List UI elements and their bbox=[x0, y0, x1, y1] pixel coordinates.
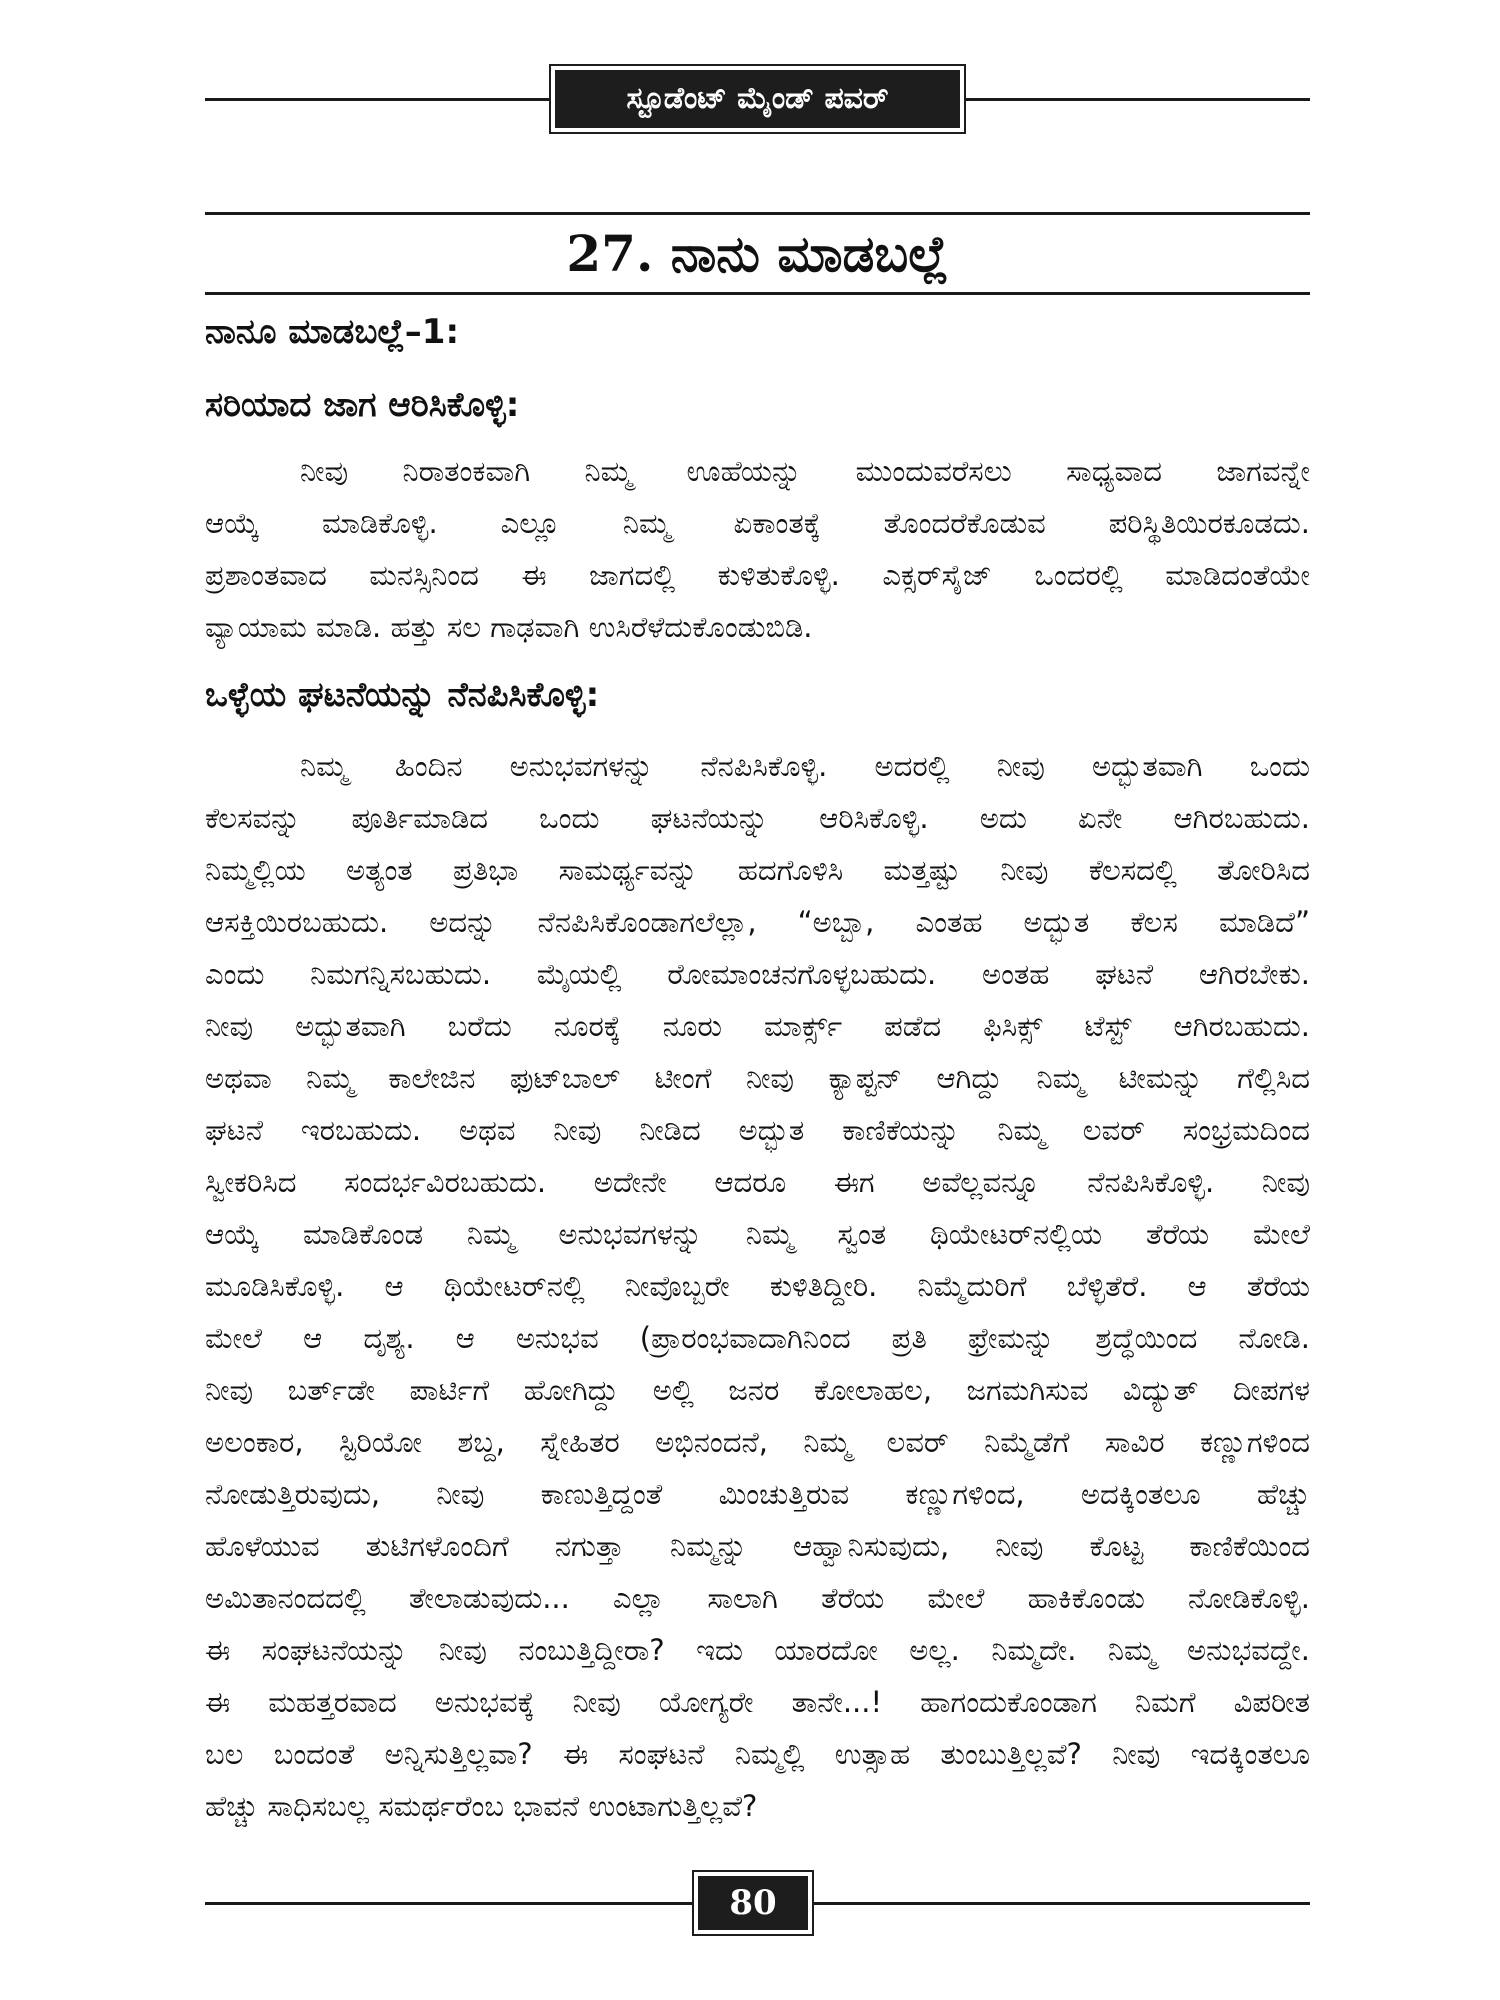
section-heading-good-event: ಒಳ್ಳೆಯ ಘಟನೆಯನ್ನು ನೆನಪಿಸಿಕೊಳ್ಳಿ: bbox=[205, 675, 600, 715]
paragraph-line: ವ್ಯಾಯಾಮ ಮಾಡಿ. ಹತ್ತು ಸಲ ಗಾಢವಾಗಿ ಉಸಿರೆಳೆದುಕೊಂಡುಬಿಡಿ. bbox=[205, 610, 813, 644]
paragraph-2 bbox=[205, 740, 1310, 1832]
section-main-heading: ನಾನೂ ಮಾಡಬಲ್ಲೆ–1: bbox=[205, 312, 460, 352]
paragraph-line: ಬಲ ಬಂದಂತೆ ಅನ್ನಿಸುತ್ತಿಲ್ಲವಾ? ಈ ಸಂಘಟನೆ ನಿಮ್ಮಲ್ಲಿ ಉತ್ಸಾಹ ತುಂಬುತ್ತಿಲ್ಲವೆ? ನೀವು ಇದಕ್ಕಿಂತಲೂ bbox=[205, 1737, 1310, 1771]
paragraph-line: ಮೇಲೆ ಆ ದೃಶ್ಯ. ಆ ಅನುಭವ (ಪ್ರಾರಂಭವಾದಾಗಿನಿಂದ ಪ್ರತಿ ಫ್ರೇಮನ್ನು ಶ್ರದ್ಧೆಯಿಂದ ನೋಡಿ. bbox=[205, 1321, 1310, 1355]
chapter-title bbox=[205, 222, 1310, 286]
paragraph-line: ಆಯ್ಕೆ ಮಾಡಿಕೊಂಡ ನಿಮ್ಮ ಅನುಭವಗಳನ್ನು ನಿಮ್ಮ ಸ್ವಂತ ಥಿಯೇಟರ್‌ನಲ್ಲಿಯ ತೆರೆಯ ಮೇಲೆ bbox=[205, 1217, 1310, 1251]
paragraph-line: ಈ ಮಹತ್ತರವಾದ ಅನುಭವಕ್ಕೆ ನೀವು ಯೋಗ್ಯರೇ ತಾನೇ...! ಹಾಗಂದುಕೊಂಡಾಗ ನಿಮಗೆ ವಿಪರೀತ bbox=[205, 1685, 1310, 1719]
paragraph-line: ಅಲಂಕಾರ, ಸ್ಟಿರಿಯೋ ಶಬ್ದ, ಸ್ನೇಹಿತರ ಅಭಿನಂದನೆ, ನಿಮ್ಮ ಲವರ್ ನಿಮ್ಮೆಡೆಗೆ ಸಾವಿರ ಕಣ್ಣುಗಳಿಂದ bbox=[205, 1425, 1310, 1459]
section-heading-choose-place: ಸರಿಯಾದ ಜಾಗ ಆರಿಸಿಕೊಳ್ಳಿ: bbox=[205, 385, 520, 425]
paragraph-line: ಮೂಡಿಸಿಕೊಳ್ಳಿ. ಆ ಥಿಯೇಟರ್‌ನಲ್ಲಿ ನೀವೊಬ್ಬರೇ ಕುಳಿತಿದ್ದೀರಿ. ನಿಮ್ಮೆದುರಿಗೆ ಬೆಳ್ಳಿತೆರೆ. ಆ ತೆರೆಯ bbox=[205, 1269, 1310, 1303]
paragraph-line: ಘಟನೆ ಇರಬಹುದು. ಅಥವ ನೀವು ನೀಡಿದ ಅದ್ಭುತ ಕಾಣಿಕೆಯನ್ನು ನಿಮ್ಮ ಲವರ್ ಸಂಭ್ರಮದಿಂದ bbox=[205, 1113, 1310, 1147]
paragraph-line: ಕೆಲಸವನ್ನು ಪೂರ್ತಿಮಾಡಿದ ಒಂದು ಘಟನೆಯನ್ನು ಆರಿಸಿಕೊಳ್ಳಿ. ಅದು ಏನೇ ಆಗಿರಬಹುದು. bbox=[205, 801, 1310, 835]
paragraph-line: ನೀವು ಬರ್ತ್‌ಡೇ ಪಾರ್ಟಿಗೆ ಹೋಗಿದ್ದು ಅಲ್ಲಿ ಜನರ ಕೋಲಾಹಲ, ಜಗಮಗಿಸುವ ವಿದ್ಯುತ್ ದೀಪಗಳ bbox=[205, 1373, 1310, 1407]
paragraph-1 bbox=[205, 445, 1310, 653]
paragraph-line: ನೀವು ಅದ್ಭುತವಾಗಿ ಬರೆದು ನೂರಕ್ಕೆ ನೂರು ಮಾರ್ಕ್ಸ್ ಪಡೆದ ಫಿಸಿಕ್ಸ್ ಟೆಸ್ಟ್ ಆಗಿರಬಹುದು. bbox=[205, 1009, 1310, 1043]
chapter-title-text: ನಾನು ಮಾಡಬಲ್ಲೆ bbox=[670, 225, 949, 283]
paragraph-line: ಆಯ್ಕೆ ಮಾಡಿಕೊಳ್ಳಿ. ಎಲ್ಲೂ ನಿಮ್ಮ ಏಕಾಂತಕ್ಕೆ ತೊಂದರೆಕೊಡುವ ಪರಿಸ್ಥಿತಿಯಿರಕೂಡದು. bbox=[205, 506, 1310, 540]
paragraph-line: ಆಸಕ್ತಿಯಿರಬಹುದು. ಅದನ್ನು ನೆನಪಿಸಿಕೊಂಡಾಗಲೆಲ್ಲಾ, “ಅಬ್ಬಾ, ಎಂತಹ ಅದ್ಭುತ ಕೆಲಸ ಮಾಡಿದೆ” bbox=[205, 905, 1310, 939]
chapter-number: 27. bbox=[566, 224, 654, 283]
paragraph-line: ಹೊಳೆಯುವ ತುಟಿಗಳೊಂದಿಗೆ ನಗುತ್ತಾ ನಿಮ್ಮನ್ನು ಆಹ್ವಾನಿಸುವುದು, ನೀವು ಕೊಟ್ಟ ಕಾಣಿಕೆಯಿಂದ bbox=[205, 1529, 1310, 1563]
page-number: 80 bbox=[698, 1876, 808, 1930]
paragraph-line: ನಿಮ್ಮಲ್ಲಿಯ ಅತ್ಯಂತ ಪ್ರತಿಭಾ ಸಾಮರ್ಥ್ಯವನ್ನು ಹದಗೊಳಿಸಿ ಮತ್ತಷ್ಟು ನೀವು ಕೆಲಸದಲ್ಲಿ ತೋರಿಸಿದ bbox=[205, 853, 1310, 887]
paragraph-line: ಅಥವಾ ನಿಮ್ಮ ಕಾಲೇಜಿನ ಫುಟ್‌ಬಾಲ್ ಟೀಂಗೆ ನೀವು ಕ್ಯಾಪ್ಟನ್ ಆಗಿದ್ದು ನಿಮ್ಮ ಟೀಮನ್ನು ಗೆಲ್ಲಿಸಿದ bbox=[205, 1061, 1310, 1095]
paragraph-line: ಹೆಚ್ಚು ಸಾಧಿಸಬಲ್ಲ ಸಮರ್ಥರೆಂಬ ಭಾವನೆ ಉಂಟಾಗುತ್ತಿಲ್ಲವೆ? bbox=[205, 1789, 758, 1823]
paragraph-line: ಎಂದು ನಿಮಗನ್ನಿಸಬಹುದು. ಮೈಯಲ್ಲಿ ರೋಮಾಂಚನಗೊಳ್ಳಬಹುದು. ಅಂತಹ ಘಟನೆ ಆಗಿರಬೇಕು. bbox=[205, 957, 1310, 991]
paragraph-line: ಸ್ವೀಕರಿಸಿದ ಸಂದರ್ಭವಿರಬಹುದು. ಅದೇನೇ ಆದರೂ ಈಗ ಅವೆಲ್ಲವನ್ನೂ ನೆನಪಿಸಿಕೊಳ್ಳಿ. ನೀವು bbox=[205, 1165, 1310, 1199]
paragraph-line: ನೀವು ನಿರಾತಂಕವಾಗಿ ನಿಮ್ಮ ಊಹೆಯನ್ನು ಮುಂದುವರೆಸಲು ಸಾಧ್ಯವಾದ ಜಾಗವನ್ನೇ bbox=[300, 454, 1310, 488]
title-rule-top bbox=[205, 212, 1310, 215]
paragraph-line: ಪ್ರಶಾಂತವಾದ ಮನಸ್ಸಿನಿಂದ ಈ ಜಾಗದಲ್ಲಿ ಕುಳಿತುಕೊಳ್ಳಿ. ಎಕ್ಸರ್‌ಸೈಜ್ ಒಂದರಲ್ಲಿ ಮಾಡಿದಂತೆಯೇ bbox=[205, 558, 1310, 592]
title-rule-bottom bbox=[205, 292, 1310, 295]
paragraph-line: ನೋಡುತ್ತಿರುವುದು, ನೀವು ಕಾಣುತ್ತಿದ್ದಂತೆ ಮಿಂಚುತ್ತಿರುವ ಕಣ್ಣುಗಳಿಂದ, ಅದಕ್ಕಿಂತಲೂ ಹೆಚ್ಚು bbox=[205, 1477, 1310, 1511]
paragraph-line: ಈ ಸಂಘಟನೆಯನ್ನು ನೀವು ನಂಬುತ್ತಿದ್ದೀರಾ? ಇದು ಯಾರದೋ ಅಲ್ಲ. ನಿಮ್ಮದೇ. ನಿಮ್ಮ ಅನುಭವದ್ದೇ. bbox=[205, 1633, 1310, 1667]
paragraph-line: ನಿಮ್ಮ ಹಿಂದಿನ ಅನುಭವಗಳನ್ನು ನೆನಪಿಸಿಕೊಳ್ಳಿ. ಅದರಲ್ಲಿ ನೀವು ಅದ್ಭುತವಾಗಿ ಒಂದು bbox=[300, 749, 1310, 783]
running-header: ಸ್ಟೂಡೆಂಟ್ ಮೈಂಡ್ ಪವರ್ bbox=[555, 70, 960, 128]
paragraph-line: ಅಮಿತಾನಂದದಲ್ಲಿ ತೇಲಾಡುವುದು... ಎಲ್ಲಾ ಸಾಲಾಗಿ ತೆರೆಯ ಮೇಲೆ ಹಾಕಿಕೊಂಡು ನೋಡಿಕೊಳ್ಳಿ. bbox=[205, 1581, 1310, 1615]
